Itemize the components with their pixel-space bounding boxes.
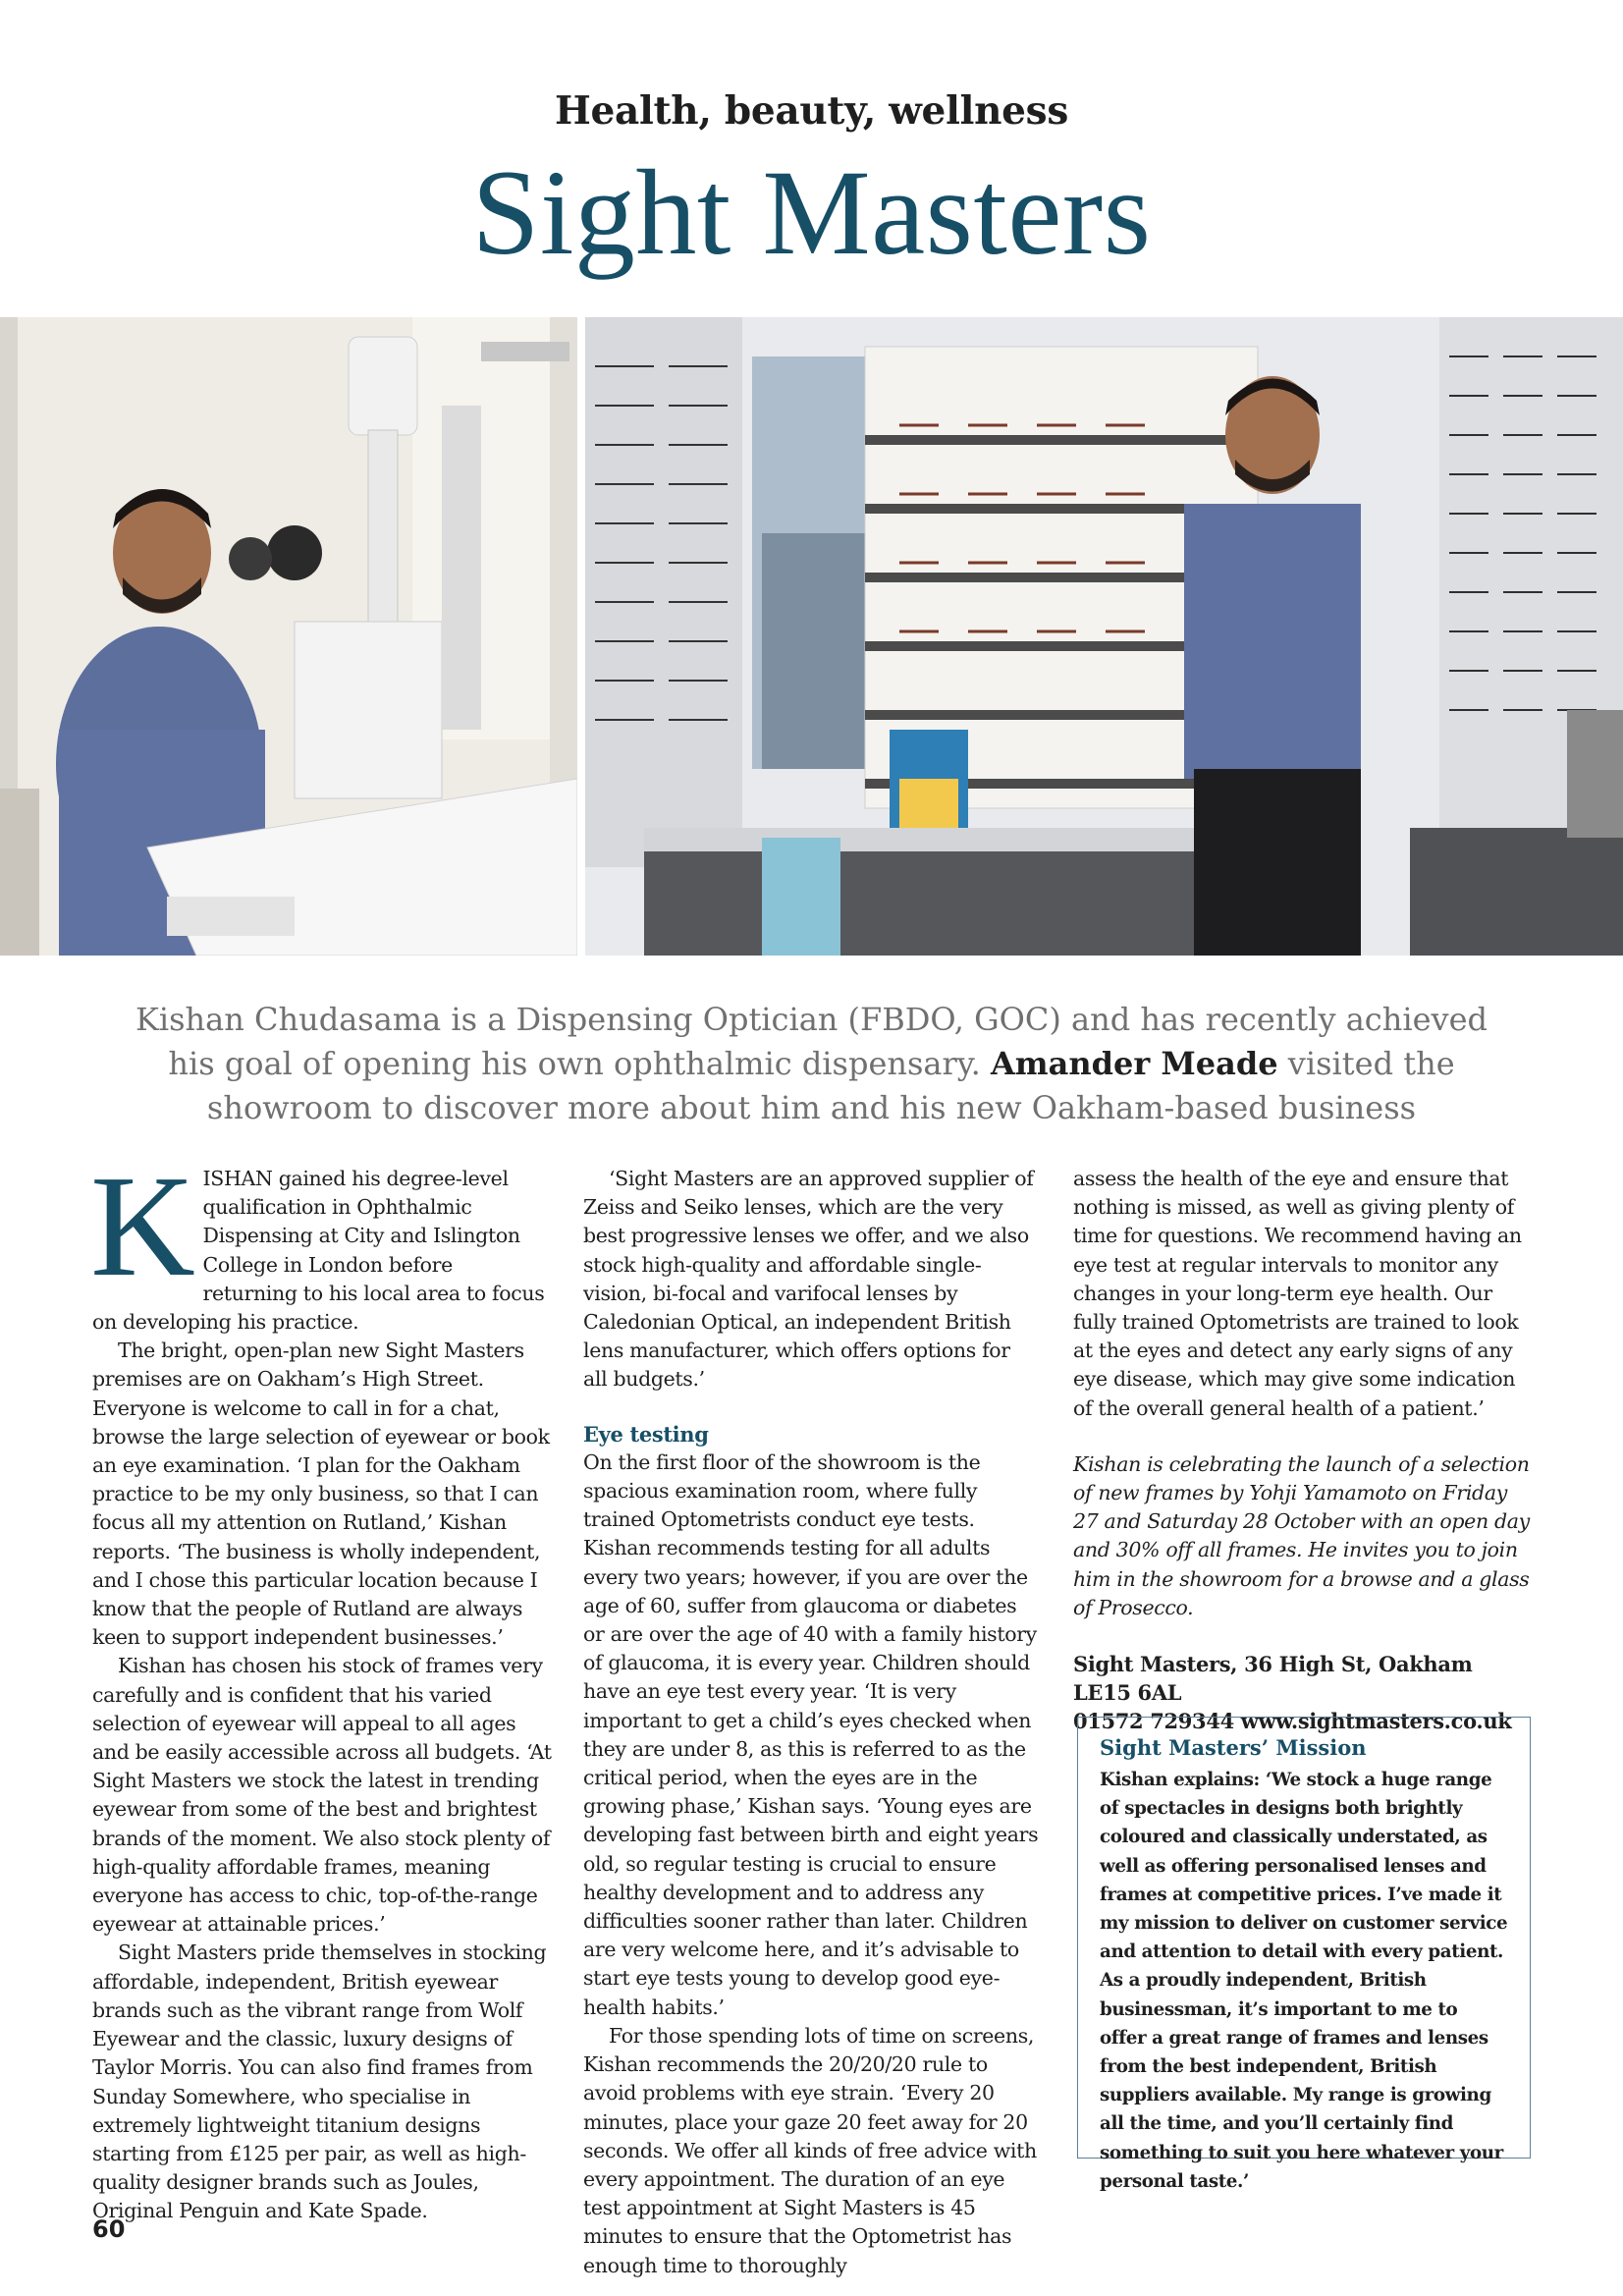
contact-phone-web: 01572 729344 www.sightmasters.co.uk: [1073, 1709, 1512, 1734]
standfirst-outro: visited the showroom to discover more about him and his new Oakham-based business: [206, 1045, 1455, 1126]
page-title: Sight Masters: [471, 145, 1152, 280]
page-number: 60: [92, 2215, 126, 2243]
standfirst-intro: Kishan Chudasama is a Dispensing Optician (FBDO, GOC) and has recently achieved his goal of opening his own ophthalmic dispensary.: [135, 1001, 1488, 1082]
optician-in-showroom-photo: [585, 317, 1623, 956]
paragraph-text: ISHAN gained his degree-level qualification in Ophthalmic Dispensing at City and Islington College in London before returning to his local area to focus on developing his practice.: [92, 1167, 545, 1335]
optometrist-at-slit-lamp-photo: [0, 317, 577, 956]
article-paragraph: For those spending lots of time on screens, Kishan recommends the 20/20/20 rule to avoid problems with eye strain. ‘Every 20 minutes, place your gaze 20 feet away for 20 seconds. We offer all kinds of free advice with every appointment. The duration of an eye test appointment at Sight Masters is 45 minutes to ensure that the Optometrist has enough time to thoroughly: [583, 2023, 1037, 2277]
standfirst: [118, 998, 1505, 1130]
mission-box: [1077, 1717, 1531, 2192]
article-paragraph: Kishan has chosen his stock of frames very carefully and is confident that his varied selection of eyewear will appeal to all ages and be easily accessible across all budgets. ‘At Sight Masters we stock the latest in trending eyewear from some of the best and brightest brands of the moment. We also stock plenty of high-quality affordable frames, meaning everyone has access to chic, top-of-the-range eyewear at attainable prices.’: [92, 1654, 552, 1937]
article-column-1: [90, 1146, 552, 2226]
article-column-3: [1073, 1165, 1535, 1736]
article-column-2: [583, 1165, 1039, 2280]
article-paragraph: Sight Masters pride themselves in stocking affordable, independent, British eyewear brands such as the vibrant range from Wolf Eyewear and the classic, luxury designs of Taylor Morris. You can also find frames from Sunday Somewhere, who specialise in extremely lightweight titanium designs starting from £125 per pair, as well as high-quality designer brands such as Joules, Original Penguin and Kate Spade.: [92, 1941, 547, 2223]
section-label: Health, beauty, wellness: [555, 88, 1068, 134]
article-paragraph: The bright, open-plan new Sight Masters premises are on Oakham’s High Street. Everyone is welcome to call in for a chat, browse the large selection of eyewear or book an eye examination. ‘I plan for the Oakham practice to be my only business, so that I can focus all my attention on Rutland,’ Kishan reports. ‘The business is wholly independent, and I chose this particular location because I know that the people of Rutland are always keen to support independent businesses.’: [92, 1339, 550, 1650]
author-name: Amander Meade: [990, 1045, 1278, 1082]
contact-address: Sight Masters, 36 High St, Oakham LE15 6AL: [1073, 1652, 1473, 1706]
article-paragraph: [90, 1146, 552, 1337]
article-paragraph: assess the health of the eye and ensure that nothing is missed, as well as giving plenty of time for questions. We recommend having an eye test at regular intervals to monitor any changes in your long-term eye health. Our fully trained Optometrists are trained to look at the eyes and detect any early signs of any eye disease, which may give some indication of the overall general health of a patient.’: [1073, 1167, 1522, 1420]
article-paragraph: On the first floor of the showroom is the spacious examination room, where fully trained Optometrists conduct eye tests. Kishan recommends testing for all adults every two years; however, if you are over the age of 60, suffer from glaucoma or diabetes or are over the age of 40 with a family history of glaucoma, it is every year. Children should have an eye test every year. ‘It is very important to get a child’s eyes checked when they are under 8, as this is referred to as the critical period, when the eyes are in the growing phase,’ Kishan says. ‘Young eyes are developing fast between birth and eight years old, so regular testing is crucial to ensure healthy development and to address any difficulties sooner rather than later. Children are very welcome here, and it’s advisable to start eye tests young to develop good eye-health habits.’: [583, 1449, 1039, 2019]
article-paragraph: ‘Sight Masters are an approved supplier of Zeiss and Seiko lenses, which are the very best progressive lenses we offer, and we also stock high-quality and affordable single-vision, bi-focal and varifocal lenses by Caledonian Optical, an independent British lens manufacturer, which offers options for all budgets.’: [583, 1167, 1034, 1392]
drop-cap: K: [90, 1146, 195, 1307]
mission-text: Kishan explains: ‘We stock a huge range of spectacles in designs both brightly coloured and classically understated, as well as offering personalised lenses and frames at competitive prices. I’ve made it my mission to deliver on customer service and attention to detail with every patient. As a proudly independent, British businessman, it’s important to me to offer a great range of frames and lenses from the best independent, British suppliers available. My range is growing all the time, and you’ll certainly find something to suit you here whatever your personal taste.’: [1100, 1770, 1508, 2192]
event-note: Kishan is celebrating the launch of a selection of new frames by Yohji Yamamoto on Friday 27 and Saturday 28 October with an open day and 30% off all frames. He invites you to join him in the showroom for a browse and a glass of Prosecco.: [1073, 1451, 1530, 1619]
section-subheading: Eye testing: [583, 1421, 709, 1447]
mission-title: Sight Masters’ Mission: [1100, 1735, 1367, 1760]
